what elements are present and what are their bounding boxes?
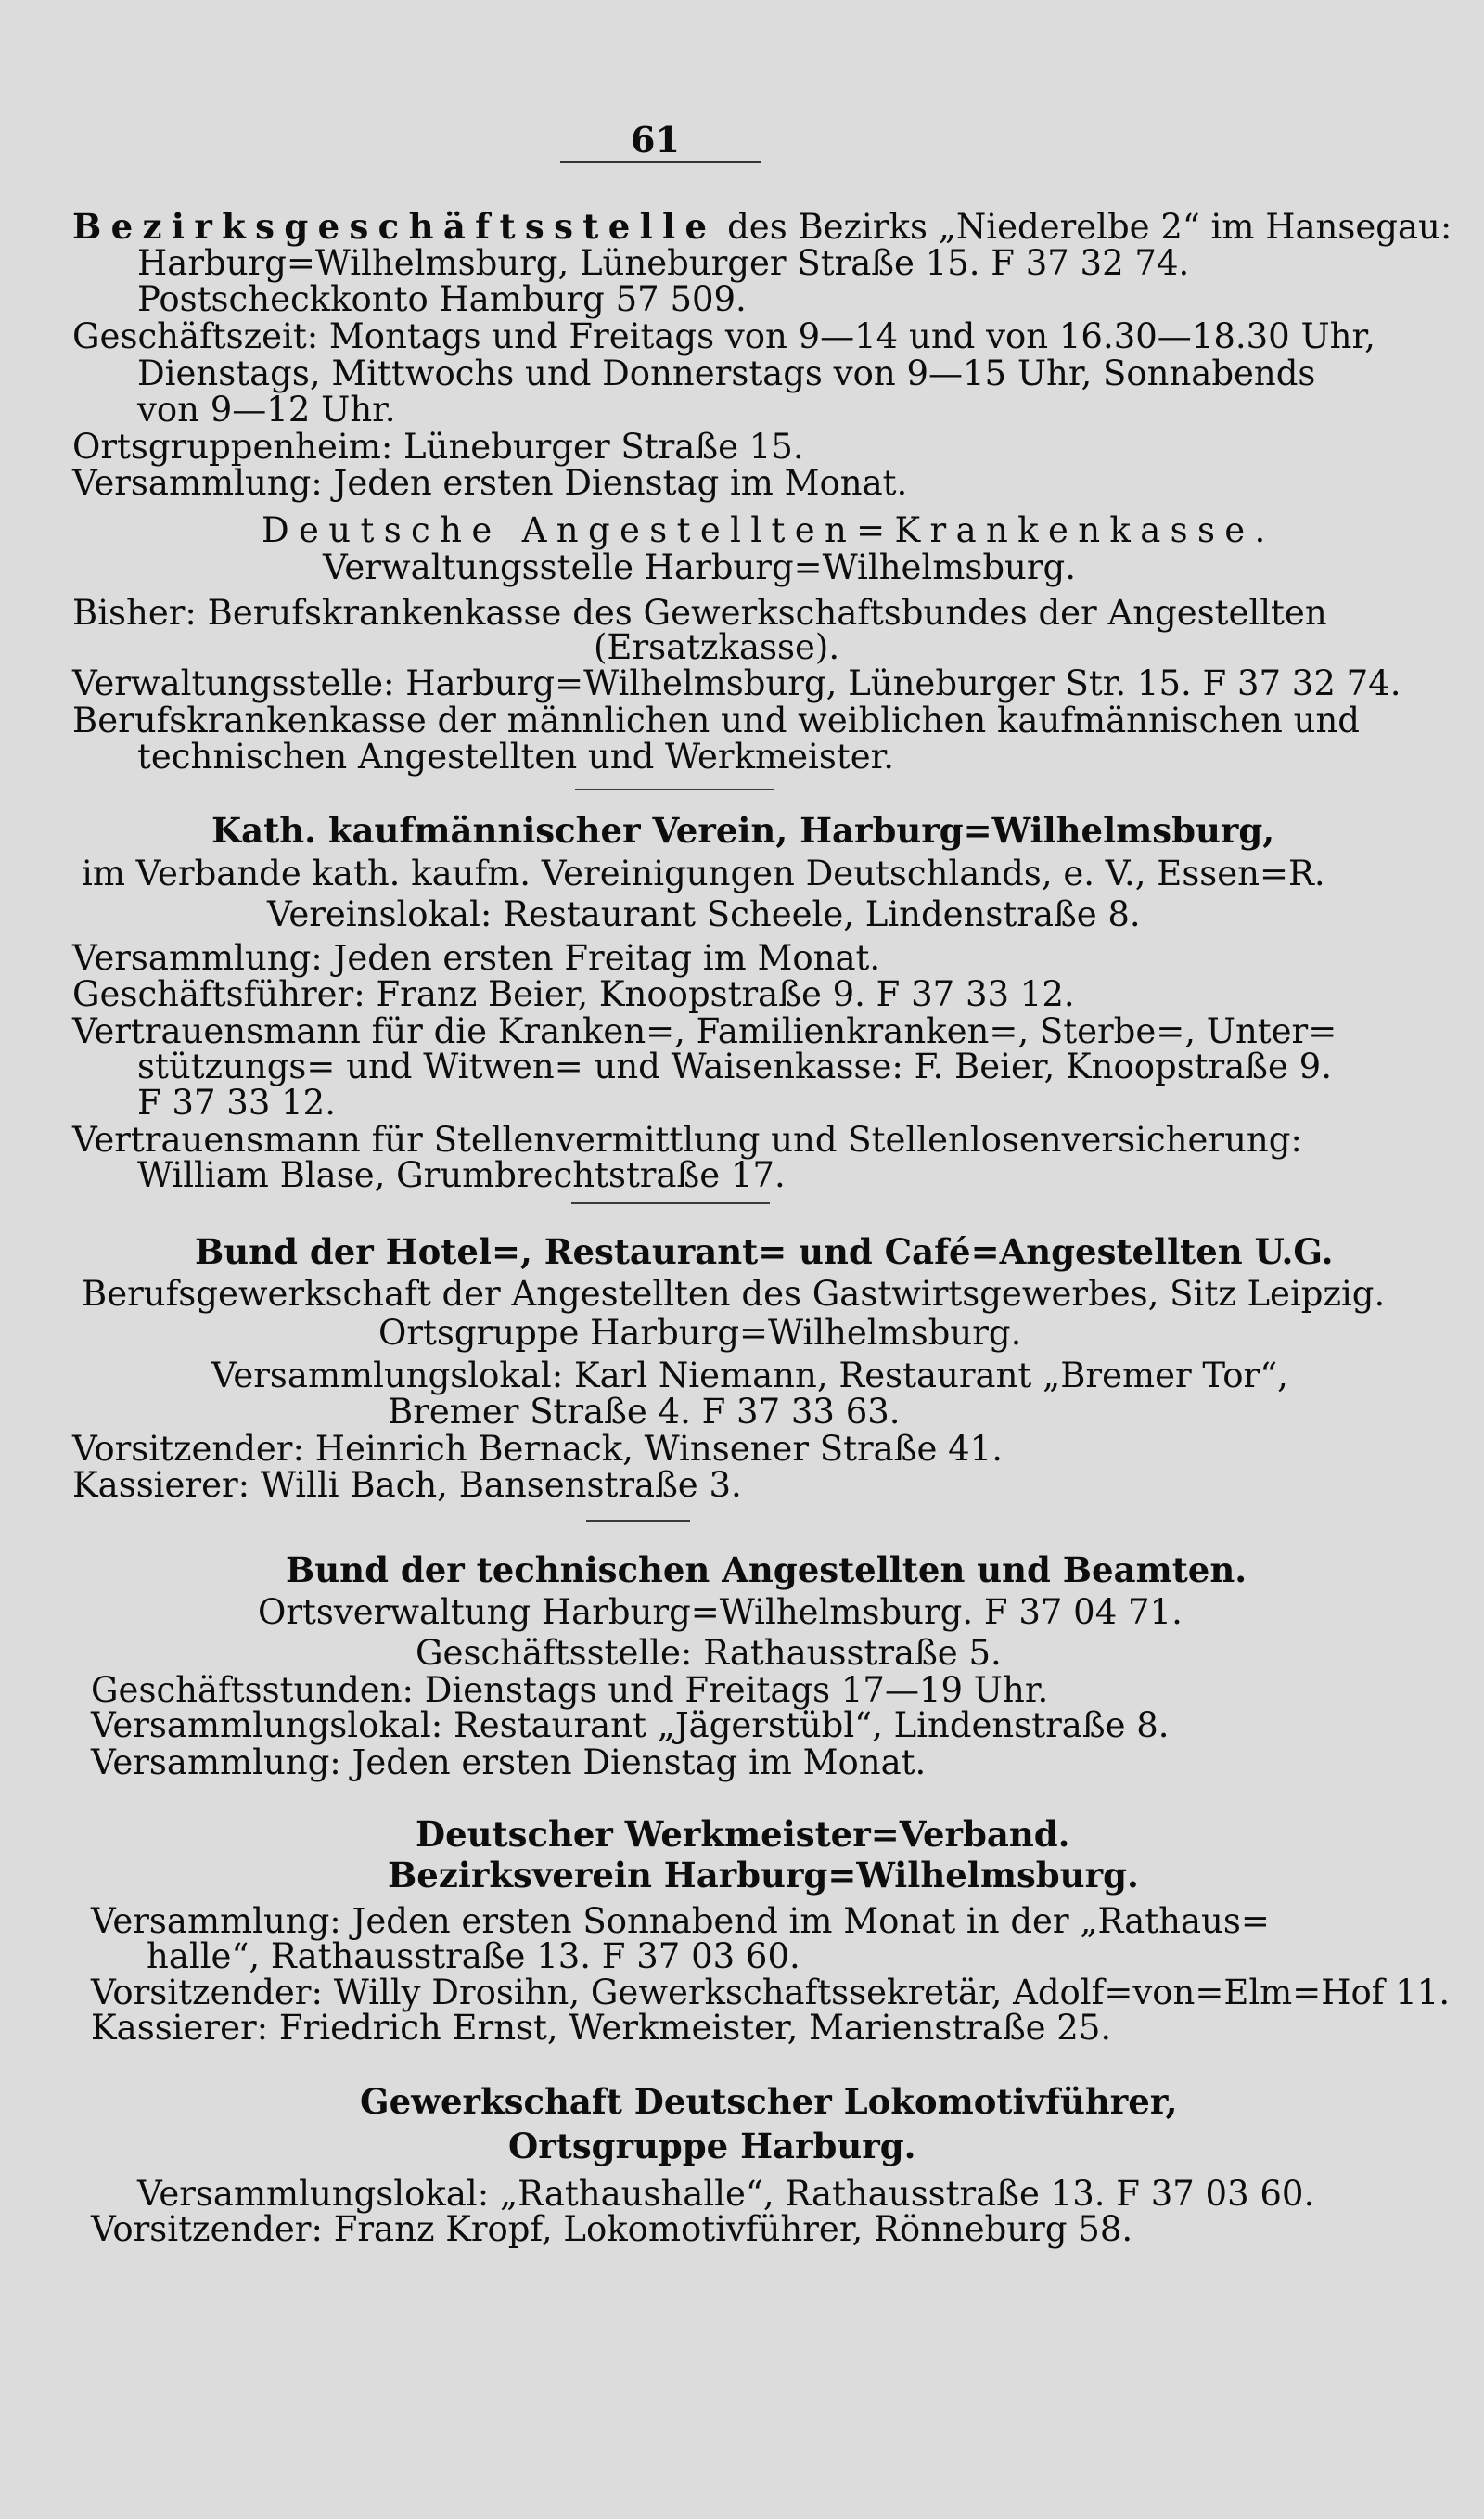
section-2-line-3: Verwaltungsstelle: Harburg=Wilhelmsburg, Lüneburger Str. 15. F 37 32 74. <box>72 663 1401 703</box>
section-7-title: Gewerkschaft Deutscher Lokomotivführer, <box>360 2081 1178 2122</box>
section-divider <box>575 789 774 790</box>
section-5-line-2: Geschäftsstelle: Rathausstraße 5. <box>416 1633 1002 1673</box>
section-1-line-1 <box>72 206 1452 248</box>
section-5-line-1: Ortsverwaltung Harburg=Wilhelmsburg. F 37 04 71. <box>258 1592 1183 1632</box>
section-3-line-8: Vertrauensmann für Stellenvermittlung und Stellenlosenversicherung: <box>72 1120 1302 1160</box>
section-3-line-2: Vereinslokal: Restaurant Scheele, Lindenstraße 8. <box>267 894 1141 934</box>
section-4-line-4: Bremer Straße 4. F 37 33 63. <box>388 1392 901 1432</box>
section-5-line-3: Geschäftsstunden: Dienstags und Freitags 17—19 Uhr. <box>91 1670 1049 1710</box>
section-6-line-1: Versammlung: Jeden ersten Sonnabend im Monat in der „Rathaus= <box>91 1901 1270 1941</box>
section-2-line-4: Berufskrankenkasse der männlichen und weiblichen kaufmännischen und <box>72 700 1360 740</box>
section-1-line-5: Dienstags, Mittwochs und Donnerstags von 9—15 Uhr, Sonnabends <box>137 353 1316 393</box>
section-4-line-2: Ortsgruppe Harburg=Wilhelmsburg. <box>378 1313 1022 1353</box>
section-4-line-1: Berufsgewerkschaft der Angestellten des Gastwirtsgewerbes, Sitz Leipzig. <box>82 1274 1386 1314</box>
section-2-line-2: (Ersatzkasse). <box>594 627 840 667</box>
section-divider <box>571 1202 770 1204</box>
section-6-title: Deutscher Werkmeister=Verband. <box>416 1814 1070 1855</box>
section-4-line-5: Vorsitzender: Heinrich Bernack, Winsener Straße 41. <box>72 1429 1003 1469</box>
section-6-line-4: Kassierer: Friedrich Ernst, Werkmeister, Marienstraße 25. <box>91 2008 1112 2048</box>
section-4-title: Bund der Hotel=, Restaurant= und Café=Angestellten U.G. <box>195 1231 1334 1272</box>
section-3-title: Kath. kaufmännischer Verein, Harburg=Wilhelmsburg, <box>211 810 1275 851</box>
section-3-line-3: Versammlung: Jeden ersten Freitag im Monat. <box>72 938 881 978</box>
section-3-line-1: im Verbande kath. kaufm. Vereinigungen Deutschlands, e. V., Essen=R. <box>82 854 1325 893</box>
section-5-line-5: Versammlung: Jeden ersten Dienstag im Monat. <box>91 1742 927 1782</box>
section-3-line-5: Vertrauensmann für die Kranken=, Familienkranken=, Sterbe=, Unter= <box>72 1011 1337 1051</box>
section-1-spaced-heading: Bezirksgeschäftsstelle <box>72 206 717 247</box>
section-2-title: Deutsche Angestellten=Krankenkasse. <box>262 510 1275 550</box>
section-3-line-4: Geschäftsführer: Franz Beier, Knoopstraße 9. F 37 33 12. <box>72 974 1075 1014</box>
section-6-line-3: Vorsitzender: Willy Drosihn, Gewerkschaftssekretär, Adolf=von=Elm=Hof 11. <box>91 1973 1451 2012</box>
section-7-line-1: Versammlungslokal: „Rathaushalle“, Rathausstraße 13. F 37 03 60. <box>137 2174 1315 2214</box>
section-divider <box>586 1520 690 1522</box>
section-1-line-7: Ortsgruppenheim: Lüneburger Straße 15. <box>72 427 804 467</box>
section-4-line-3: Versammlungslokal: Karl Niemann, Restaurant „Bremer Tor“, <box>211 1356 1288 1395</box>
section-7-subtitle: Ortsgruppe Harburg. <box>508 2126 916 2166</box>
section-6-subtitle: Bezirksverein Harburg=Wilhelmsburg. <box>388 1855 1139 1896</box>
section-3-line-6: stützungs= und Witwen= und Waisenkasse: F. Beier, Knoopstraße 9. <box>137 1047 1332 1086</box>
section-5-line-4: Versammlungslokal: Restaurant „Jägerstübl“, Lindenstraße 8. <box>91 1705 1170 1745</box>
section-3-line-9: William Blase, Grumbrechtstraße 17. <box>137 1155 786 1195</box>
page-number: 61 <box>631 119 680 161</box>
section-2-line-5: technischen Angestellten und Werkmeister. <box>137 737 894 777</box>
section-1-line-2: Harburg=Wilhelmsburg, Lüneburger Straße 15. F 37 32 74. <box>137 243 1190 283</box>
section-6-line-2: halle“, Rathausstraße 13. F 37 03 60. <box>147 1936 800 1976</box>
section-5-title: Bund der technischen Angestellten und Beamten. <box>286 1549 1247 1590</box>
section-2-line-1: Bisher: Berufskrankenkasse des Gewerkschaftsbundes der Angestellten <box>72 593 1327 633</box>
section-1-line-1-rest: des Bezirks „Niederelbe 2“ im Hansegau: <box>716 207 1452 247</box>
page-number-rule <box>560 161 761 163</box>
section-1-line-6: von 9—12 Uhr. <box>137 390 396 430</box>
section-1-line-8: Versammlung: Jeden ersten Dienstag im Monat. <box>72 463 908 503</box>
section-1-line-3: Postscheckkonto Hamburg 57 509. <box>137 279 747 319</box>
section-7-line-2: Vorsitzender: Franz Kropf, Lokomotivführer, Rönneburg 58. <box>91 2209 1133 2249</box>
section-2-subtitle: Verwaltungsstelle Harburg=Wilhelmsburg. <box>323 547 1076 587</box>
section-1-line-4: Geschäftszeit: Montags und Freitags von 9—14 und von 16.30—18.30 Uhr, <box>72 316 1375 356</box>
section-4-line-6: Kassierer: Willi Bach, Bansenstraße 3. <box>72 1465 742 1505</box>
section-3-line-7: F 37 33 12. <box>137 1083 336 1123</box>
